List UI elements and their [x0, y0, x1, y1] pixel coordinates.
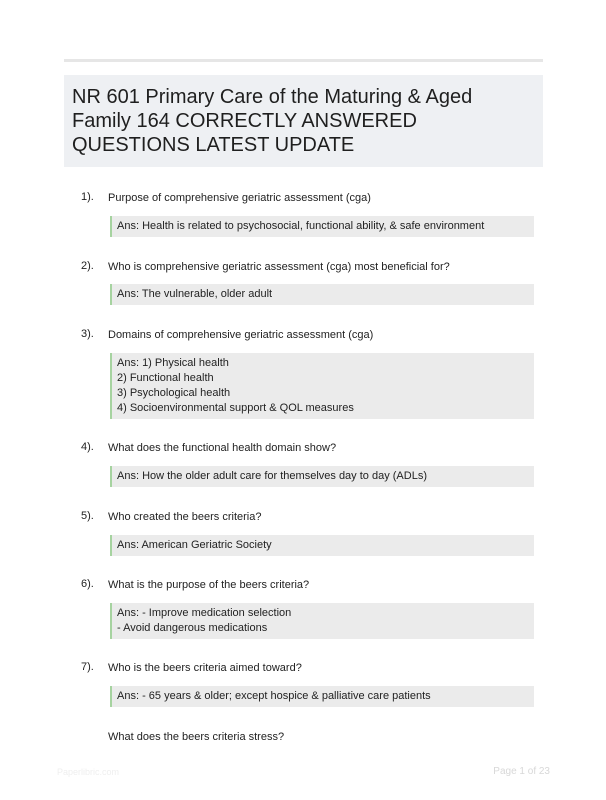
answer-line: Ans: 1) Physical health: [117, 357, 229, 369]
question-number: 7).: [81, 661, 94, 673]
answer-box: [110, 603, 534, 639]
question-text: Who created the beers criteria?: [108, 511, 262, 523]
page-number: Page 1 of 23: [493, 766, 550, 777]
question-text: What is the purpose of the beers criteria?: [108, 579, 310, 591]
question-number: 6).: [81, 578, 94, 590]
question-number: 2).: [81, 260, 94, 272]
answer-box: [110, 466, 534, 487]
answer-box: [110, 284, 534, 305]
question-number: 5).: [81, 510, 94, 522]
top-divider: [64, 59, 543, 62]
document-title: NR 601 Primary Care of the Maturing & Aged Family 164 CORRECTLY ANSWERED QUESTIONS LATEST UPDATE: [72, 86, 473, 156]
answer-box: [110, 535, 534, 556]
question-text: What does the beers criteria stress?: [108, 731, 285, 743]
question-text: Purpose of comprehensive geriatric assessment (cga): [108, 192, 371, 204]
question-text: Domains of comprehensive geriatric assessment (cga): [108, 329, 374, 341]
answer-line: Ans: How the older adult care for themselves day to day (ADLs): [117, 470, 427, 482]
answer-box: [110, 353, 534, 419]
footer-watermark: Paperlibric.com: [57, 767, 120, 777]
question-number: 1).: [81, 191, 94, 203]
question-number: 4).: [81, 441, 94, 453]
answer-line: Ans: - Improve medication selection: [117, 607, 292, 619]
answer-line: Ans: - 65 years & older; except hospice & palliative care patients: [117, 690, 431, 702]
question-text: What does the functional health domain show?: [108, 442, 337, 454]
question-number: 3).: [81, 328, 94, 340]
answer-line: 2) Functional health: [117, 372, 214, 384]
question-text: Who is comprehensive geriatric assessment (cga) most beneficial for?: [108, 261, 450, 273]
answer-box: [110, 216, 534, 237]
question-text: Who is the beers criteria aimed toward?: [108, 662, 302, 674]
answer-line: 3) Psychological health: [117, 387, 231, 399]
answer-box: [110, 686, 534, 707]
answer-line: 4) Socioenvironmental support & QOL measures: [117, 402, 354, 414]
answer-line: Ans: American Geriatric Society: [117, 539, 272, 551]
answer-line: Ans: The vulnerable, older adult: [117, 288, 273, 300]
answer-line: - Avoid dangerous medications: [117, 622, 268, 634]
answer-line: Ans: Health is related to psychosocial, functional ability, & safe environment: [117, 220, 485, 232]
title-banner: [64, 75, 543, 167]
